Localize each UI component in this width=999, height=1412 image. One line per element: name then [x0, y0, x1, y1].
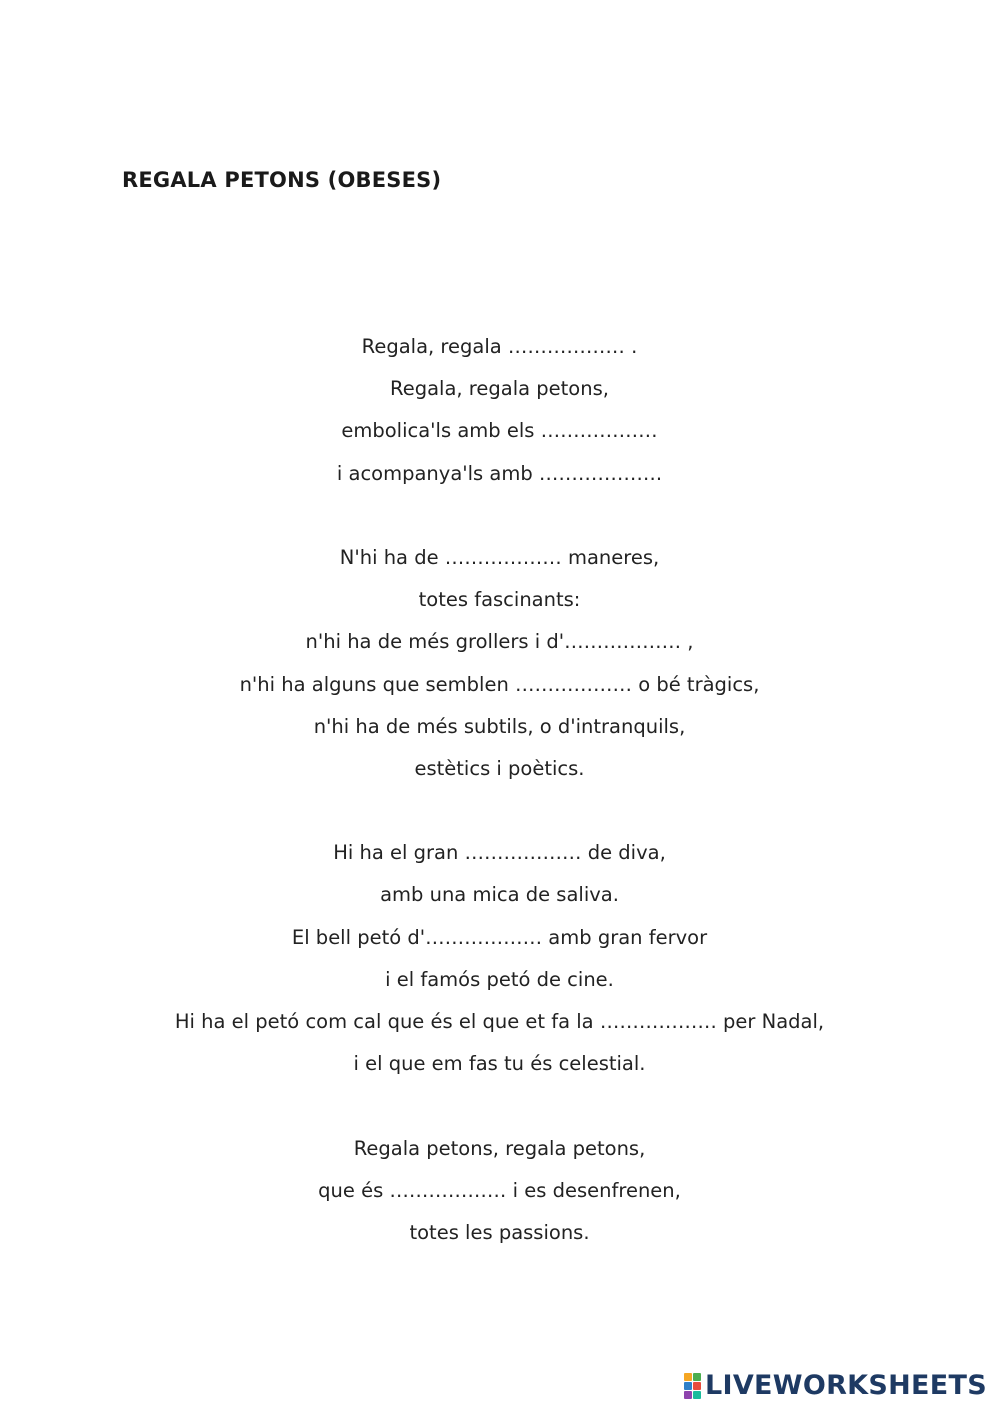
stanza-gap: [0, 790, 999, 832]
lyric-line: El bell petó d'……………… amb gran fervor: [291, 925, 708, 949]
lyrics-body: [0, 326, 999, 1254]
lyric-line: totes fascinants:: [418, 588, 581, 612]
stanza-4: [0, 1128, 999, 1255]
liveworksheets-logo-icon: [684, 1373, 701, 1399]
lyric-line: i el que em fas tu és celestial.: [353, 1052, 646, 1076]
lyric-line: que és ……………… i es desenfrenen,: [318, 1178, 681, 1202]
logo-tile: [684, 1382, 692, 1390]
lyric-line: n'hi ha de més subtils, o d'intranquils,: [313, 714, 686, 738]
lyric-line: n'hi ha alguns que semblen ……………… o bé tràgics,: [239, 672, 760, 696]
lyric-line: n'hi ha de més grollers i d'……………… ,: [305, 630, 694, 654]
liveworksheets-logo: [684, 1370, 987, 1401]
lyric-line: totes les passions.: [409, 1220, 590, 1244]
logo-tile: [684, 1373, 692, 1381]
lyric-line: Hi ha el petó com cal que és el que et fa la ……………… per Nadal,: [174, 1010, 825, 1033]
lyric-line: i acompanya'ls amb ……………….: [336, 461, 663, 485]
lyric-line: Regala, regala petons,: [390, 377, 609, 401]
logo-tile: [693, 1373, 701, 1381]
stanza-1: [0, 326, 999, 495]
logo-tile: [693, 1391, 701, 1399]
lyric-line: Regala petons, regala petons,: [353, 1136, 646, 1160]
logo-text: LIVEWORKSHEETS: [704, 1370, 987, 1401]
stanza-3: [0, 832, 999, 1085]
logo-tile: [693, 1382, 701, 1390]
stanza-gap: [0, 495, 999, 537]
lyric-line: amb una mica de saliva.: [380, 883, 619, 907]
lyric-line: i el famós petó de cine.: [385, 967, 614, 991]
lyric-line: embolica'ls amb els ………………: [341, 419, 658, 443]
lyric-line: Hi ha el gran ……………… de diva,: [333, 841, 666, 865]
lyric-line: Regala, regala ……………… .: [361, 335, 638, 358]
stanza-gap: [0, 1085, 999, 1127]
stanza-2: [0, 537, 999, 790]
page-title: REGALA PETONS (OBESES): [122, 168, 442, 192]
lyric-line: N'hi ha de ……………… maneres,: [339, 545, 660, 569]
lyric-line: estètics i poètics.: [414, 756, 585, 780]
logo-tile: [684, 1391, 692, 1399]
